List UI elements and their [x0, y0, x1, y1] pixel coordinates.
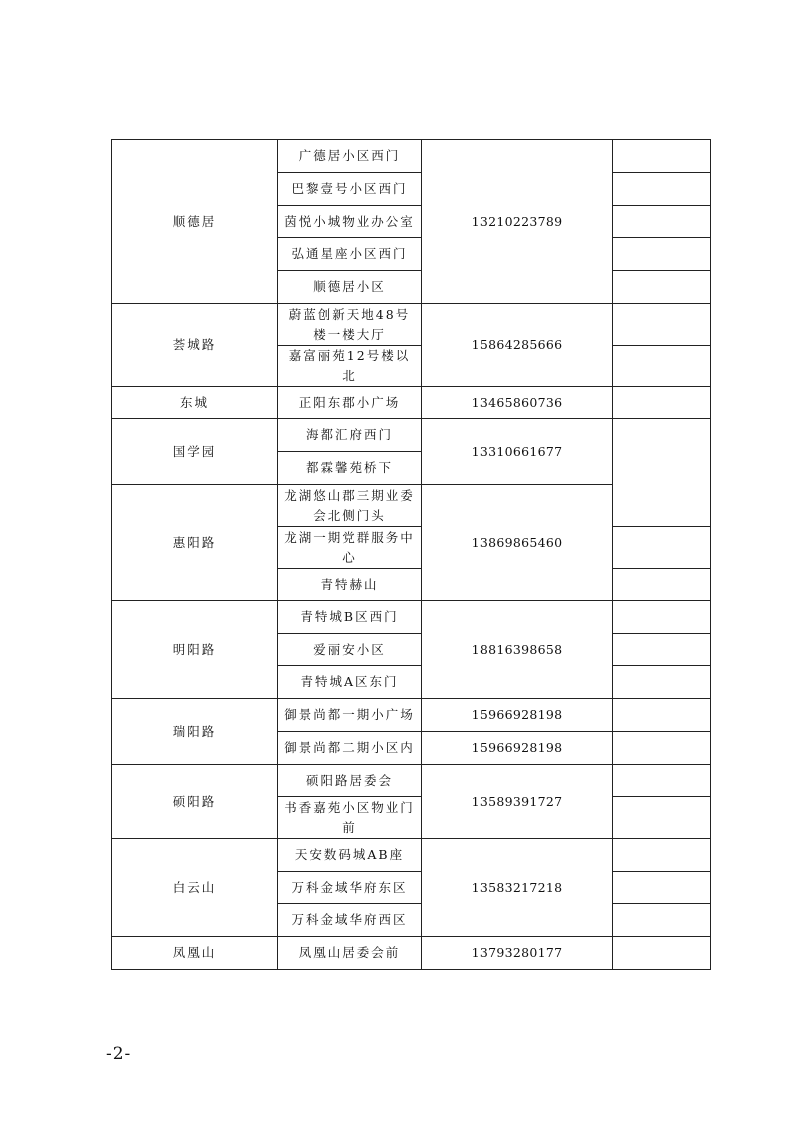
empty-cell — [613, 797, 711, 839]
point-cell: 广德居小区西门 — [278, 140, 422, 173]
point-cell: 天安数码城AB座 — [278, 839, 422, 872]
point-cell: 顺德居小区 — [278, 271, 422, 304]
phone-cell: 13793280177 — [422, 937, 613, 970]
empty-cell — [613, 173, 711, 206]
area-cell: 白云山 — [112, 839, 278, 937]
empty-cell — [613, 271, 711, 304]
area-cell: 明阳路 — [112, 601, 278, 699]
area-cell: 硕阳路 — [112, 765, 278, 839]
point-cell: 硕阳路居委会 — [278, 765, 422, 797]
empty-cell — [613, 765, 711, 797]
point-cell: 蔚蓝创新天地48号楼一楼大厅 — [278, 304, 422, 346]
empty-cell — [613, 569, 711, 601]
table-row — [112, 387, 711, 419]
page-number: -2- — [106, 1044, 132, 1064]
phone-cell: 13210223789 — [422, 140, 613, 304]
empty-cell — [613, 304, 711, 346]
empty-cell — [613, 872, 711, 904]
empty-cell — [613, 666, 711, 699]
area-cell: 荟城路 — [112, 304, 278, 387]
empty-cell — [613, 601, 711, 634]
phone-cell: 13310661677 — [422, 419, 613, 485]
phone-cell: 15864285666 — [422, 304, 613, 387]
empty-cell — [613, 634, 711, 666]
empty-cell — [613, 206, 711, 238]
point-cell: 茵悦小城物业办公室 — [278, 206, 422, 238]
empty-cell — [613, 387, 711, 419]
empty-cell — [613, 419, 711, 527]
phone-cell: 13583217218 — [422, 839, 613, 937]
table-row — [112, 601, 711, 634]
empty-cell — [613, 904, 711, 937]
area-cell: 国学园 — [112, 419, 278, 485]
table-row — [112, 140, 711, 173]
point-cell: 凤凰山居委会前 — [278, 937, 422, 970]
point-cell: 书香嘉苑小区物业门前 — [278, 797, 422, 839]
point-cell: 万科金域华府东区 — [278, 872, 422, 904]
point-cell: 龙湖一期党群服务中心 — [278, 527, 422, 569]
point-cell: 弘通星座小区西门 — [278, 238, 422, 271]
phone-cell: 13589391727 — [422, 765, 613, 839]
area-cell: 凤凰山 — [112, 937, 278, 970]
area-cell: 顺德居 — [112, 140, 278, 304]
empty-cell — [613, 238, 711, 271]
point-cell: 巴黎壹号小区西门 — [278, 173, 422, 206]
area-cell: 惠阳路 — [112, 485, 278, 601]
point-cell: 都霖馨苑桥下 — [278, 452, 422, 485]
empty-cell — [613, 527, 711, 569]
area-cell: 瑞阳路 — [112, 699, 278, 765]
point-cell: 嘉富丽苑12号楼以北 — [278, 346, 422, 387]
table-row — [112, 699, 711, 732]
empty-cell — [613, 346, 711, 387]
table-row — [112, 839, 711, 872]
table-row — [112, 419, 711, 452]
point-cell: 万科金域华府西区 — [278, 904, 422, 937]
empty-cell — [613, 699, 711, 732]
empty-cell — [613, 839, 711, 872]
point-cell: 海都汇府西门 — [278, 419, 422, 452]
area-cell: 东城 — [112, 387, 278, 419]
phone-cell: 15966928198 — [422, 732, 613, 765]
phone-cell: 15966928198 — [422, 699, 613, 732]
point-cell: 御景尚都二期小区内 — [278, 732, 422, 765]
table-row — [112, 304, 711, 346]
empty-cell — [613, 140, 711, 173]
point-cell: 青特城A区东门 — [278, 666, 422, 699]
point-cell: 青特城B区西门 — [278, 601, 422, 634]
phone-cell: 13465860736 — [422, 387, 613, 419]
point-cell: 爱丽安小区 — [278, 634, 422, 666]
table-row — [112, 937, 711, 970]
phone-cell: 13869865460 — [422, 485, 613, 601]
point-cell: 青特赫山 — [278, 569, 422, 601]
contact-table — [111, 139, 711, 970]
empty-cell — [613, 732, 711, 765]
table-row — [112, 765, 711, 797]
point-cell: 正阳东郡小广场 — [278, 387, 422, 419]
point-cell: 御景尚都一期小广场 — [278, 699, 422, 732]
phone-cell: 18816398658 — [422, 601, 613, 699]
point-cell: 龙湖悠山郡三期业委会北侧门头 — [278, 485, 422, 527]
empty-cell — [613, 937, 711, 970]
